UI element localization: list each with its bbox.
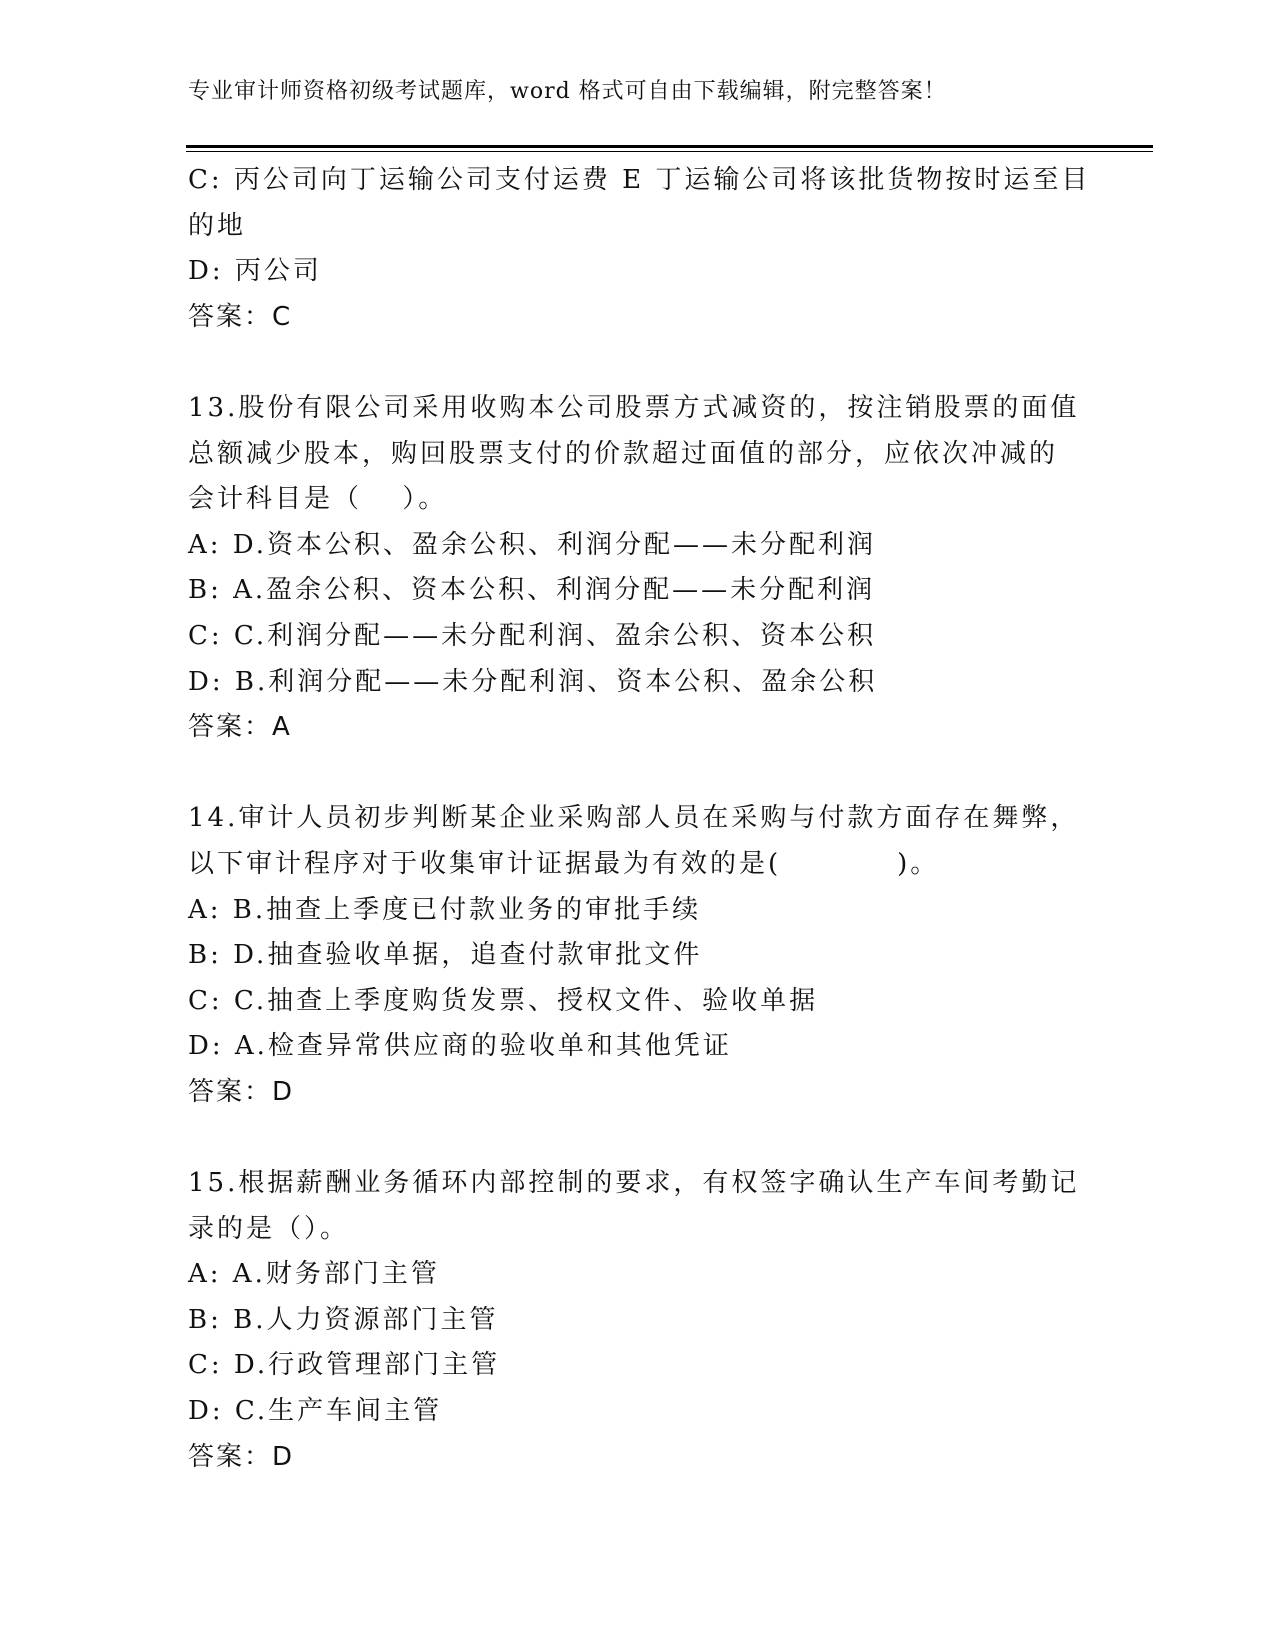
header-rule-thin [186, 151, 1153, 152]
option-line: A: D.资本公积、盈余公积、利润分配——未分配利润 [188, 529, 876, 560]
question-block [188, 1161, 1088, 1480]
option-line: D: B.利润分配——未分配利润、资本公积、盈余公积 [188, 666, 878, 697]
option-line: C: D.行政管理部门主管 [188, 1350, 501, 1381]
option-line: A: A.财务部门主管 [188, 1259, 440, 1290]
question-line: 录的是（）。 [188, 1213, 350, 1244]
question-line: 总额减少股本，购回股票支付的价款超过面值的部分，应依次冲减的 [188, 438, 1059, 469]
option-line: C: 丙公司向丁运输公司支付运费 E 丁运输公司将该批货物按时运至目 [188, 165, 1091, 195]
option-line: D: A.检查异常供应商的验收单和其他凭证 [188, 1031, 732, 1062]
question-line: 以下审计程序对于收集审计证据最为有效的是( )。 [188, 848, 940, 879]
option-line: C: C.抽查上季度购货发票、授权文件、验收单据 [188, 985, 819, 1016]
block-spacer [188, 751, 1088, 797]
option-line: 的地 [188, 210, 247, 241]
question-line: 会计科目是（ ）。 [188, 484, 448, 515]
option-line: B: D.抽查验收单据，追查付款审批文件 [188, 940, 703, 971]
option-line: D: 丙公司 [188, 256, 322, 287]
question-line: 13.股份有限公司采用收购本公司股票方式减资的，按注销股票的面值 [188, 392, 1080, 423]
block-spacer [188, 340, 1088, 386]
header-rule-thick [186, 145, 1153, 148]
answer-line: 答案：C [188, 301, 293, 332]
option-line: C: C.利润分配——未分配利润、盈余公积、资本公积 [188, 620, 877, 651]
document-body [188, 158, 1091, 1480]
answer-line: 答案：D [188, 1076, 295, 1107]
page-header: 专业审计师资格初级考试题库，word 格式可自由下载编辑，附完整答案！ [188, 79, 947, 104]
option-line: A: B.抽查上季度已付款业务的审批手续 [188, 894, 702, 925]
block-spacer [188, 1115, 1088, 1161]
answer-line: 答案：D [188, 1441, 295, 1472]
question-block [188, 796, 1088, 1115]
option-line: B: A.盈余公积、资本公积、利润分配——未分配利润 [188, 575, 876, 606]
question-block [188, 386, 1088, 751]
option-line: D: C.生产车间主管 [188, 1396, 443, 1427]
question-line: 14.审计人员初步判断某企业采购部人员在采购与付款方面存在舞弊， [188, 803, 1080, 834]
option-line: B: B.人力资源部门主管 [188, 1304, 499, 1335]
question-line: 15.根据薪酬业务循环内部控制的要求，有权签字确认生产车间考勤记 [188, 1168, 1080, 1199]
question-block [188, 158, 1091, 340]
answer-line: 答案：A [188, 712, 292, 743]
